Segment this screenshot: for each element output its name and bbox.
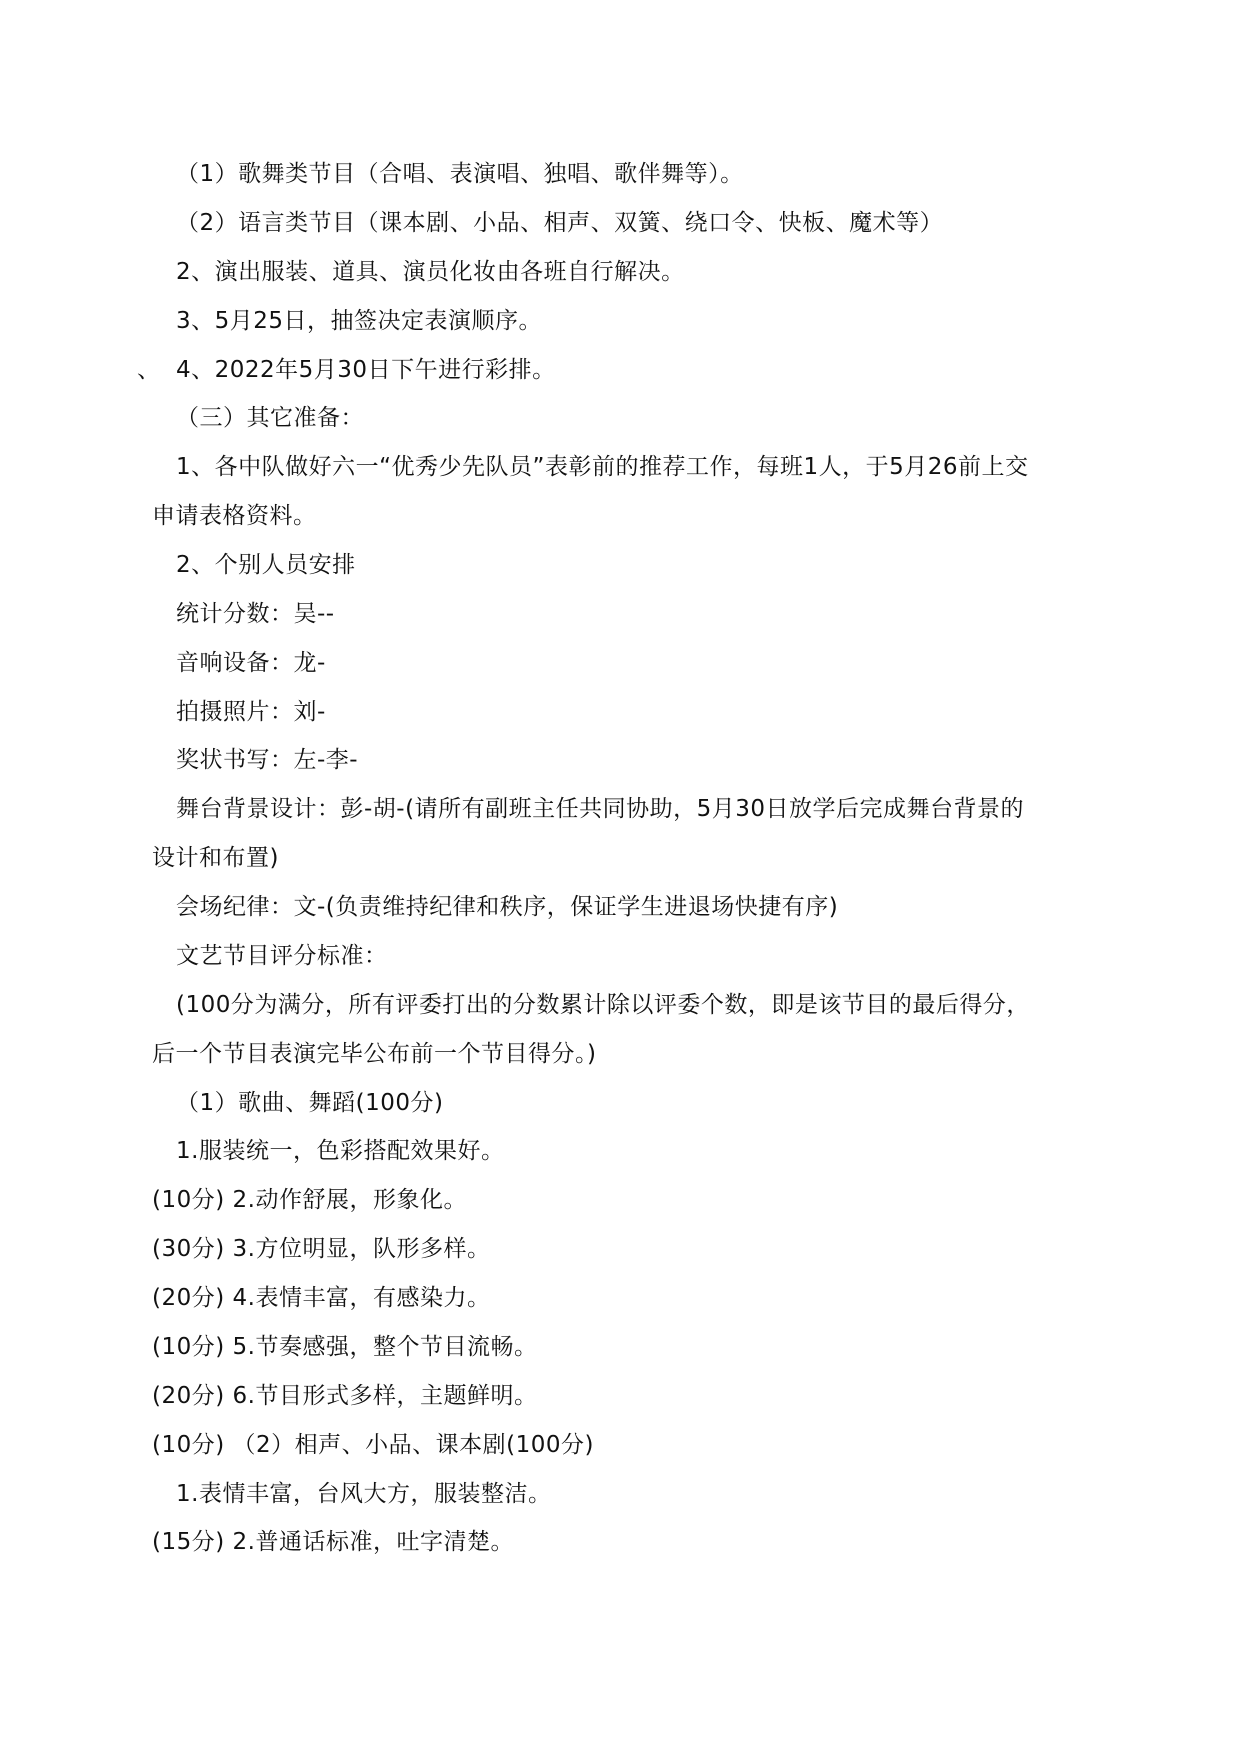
text-line: 3、5月25日，抽签决定表演顺序。 xyxy=(176,308,543,334)
text-line: （1）歌舞类节目（合唱、表演唱、独唱、歌伴舞等）。 xyxy=(176,161,744,187)
text-line: 舞台背景设计：彭-胡-(请所有副班主任共同协助，5月30日放学后完成舞台背景的 xyxy=(176,796,1024,822)
text-line: 音响设备：龙- xyxy=(176,650,326,676)
text-line: (10分) （2）相声、小品、课本剧(100分) xyxy=(152,1432,595,1458)
text-line: 1.表情丰富，台风大方，服装整洁。 xyxy=(176,1481,552,1507)
section-heading: （三）其它准备： xyxy=(176,405,364,431)
text-line: （1）歌曲、舞蹈(100分) xyxy=(176,1090,444,1116)
text-line: 1、各中队做好六一“优秀少先队员”表彰前的推荐工作，每班1人，于5月26前上交 xyxy=(176,454,1029,480)
stray-mark: 、 xyxy=(137,357,161,383)
text-line: 文艺节目评分标准： xyxy=(176,943,388,969)
text-line: (15分) 2.普通话标准，吐字清楚。 xyxy=(152,1529,514,1555)
text-line: 拍摄照片：刘- xyxy=(176,699,326,725)
text-line: (20分) 6.节目形式多样，主题鲜明。 xyxy=(152,1383,538,1409)
text-line: (100分为满分，所有评委打出的分数累计除以评委个数，即是该节目的最后得分， xyxy=(176,992,1030,1018)
text-line: 4、2022年5月30日下午进行彩排。 xyxy=(176,357,556,383)
text-line: 设计和布置) xyxy=(152,845,279,871)
text-line: 2、演出服装、道具、演员化妆由各班自行解决。 xyxy=(176,259,685,285)
text-line: (10分) 2.动作舒展，形象化。 xyxy=(152,1187,467,1213)
text-line: 会场纪律：文-(负责维持纪律和秩序，保证学生进退场快捷有序) xyxy=(176,894,839,920)
text-line: 统计分数：吴-- xyxy=(176,601,335,627)
text-line: 1.服装统一，色彩搭配效果好。 xyxy=(176,1138,505,1164)
text-line: (20分) 4.表情丰富，有感染力。 xyxy=(152,1285,491,1311)
text-line: (30分) 3.方位明显，队形多样。 xyxy=(152,1236,491,1262)
text-line: (10分) 5.节奏感强，整个节目流畅。 xyxy=(152,1334,538,1360)
text-line: 奖状书写：左-李- xyxy=(176,747,359,773)
text-line: 后一个节目表演完毕公布前一个节目得分。) xyxy=(152,1041,597,1067)
text-line: 申请表格资料。 xyxy=(152,503,317,529)
text-line: 2、个别人员安排 xyxy=(176,552,356,578)
text-line: （2）语言类节目（课本剧、小品、相声、双簧、绕口令、快板、魔术等） xyxy=(176,210,944,236)
